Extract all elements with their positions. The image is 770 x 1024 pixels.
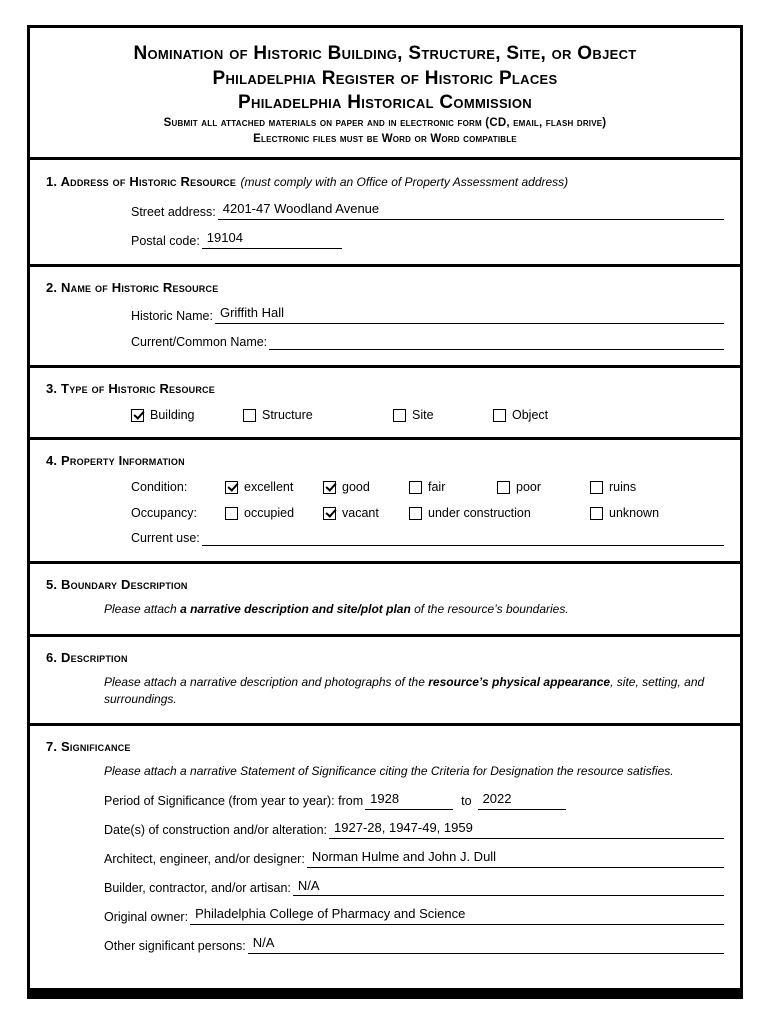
significance-instruction: Please attach a narrative Statement of Significance citing the Criteria for Designation the resource satisfies. — [104, 764, 674, 779]
checkbox-icon[interactable] — [323, 481, 336, 494]
checkbox-item-object[interactable] — [493, 408, 548, 422]
section-address — [30, 160, 740, 264]
checkbox-icon[interactable] — [497, 481, 510, 494]
original-owner-input[interactable]: Philadelphia College of Pharmacy and Science — [190, 906, 724, 925]
current-use-input[interactable] — [202, 530, 724, 546]
occupancy-label: Occupancy: — [131, 506, 198, 521]
street-address-row — [131, 201, 724, 220]
historic-name-input[interactable]: Griffith Hall — [215, 305, 724, 324]
checkbox-item-under-construction[interactable] — [409, 506, 590, 520]
description-instruction-bold: resource’s physical appearance — [428, 674, 611, 689]
section-significance — [30, 726, 740, 988]
architect-input[interactable]: Norman Hulme and John J. Dull — [307, 849, 724, 868]
builder-label: Builder, contractor, and/or artisan: — [104, 881, 291, 896]
section-type-heading: 3. Type of Historic Resource — [46, 381, 215, 397]
section-type — [30, 368, 740, 437]
other-persons-label: Other significant persons: — [104, 938, 246, 953]
checkbox-icon[interactable] — [323, 507, 336, 520]
description-instruction-post: , site, setting, and surroundings. — [104, 674, 705, 707]
checkbox-icon[interactable] — [493, 409, 506, 422]
checkbox-label: vacant — [342, 506, 379, 521]
postal-code-input[interactable]: 19104 — [202, 230, 342, 249]
architect-label: Architect, engineer, and/or designer: — [104, 852, 305, 867]
checkbox-item-fair[interactable] — [409, 480, 497, 494]
builder-row — [104, 878, 724, 897]
checkbox-icon[interactable] — [131, 409, 144, 422]
boundary-instruction-bold: a narrative description and site/plot plan — [180, 602, 411, 617]
architect-row — [104, 849, 724, 868]
period-of-significance-row — [104, 791, 724, 810]
section-property — [30, 440, 740, 561]
checkbox-item-poor[interactable] — [497, 480, 590, 494]
common-name-row — [131, 334, 724, 350]
checkbox-label: ruins — [609, 480, 637, 495]
other-persons-row — [104, 935, 724, 954]
historic-name-label: Historic Name: — [131, 308, 213, 323]
checkbox-label: Object — [512, 408, 549, 423]
common-name-label: Current/Common Name: — [131, 334, 268, 349]
section-boundary — [30, 564, 740, 633]
checkbox-item-ruins[interactable] — [590, 480, 636, 494]
description-instruction-pre: Please attach a narrative description and photographs of the — [104, 674, 429, 689]
construction-dates-label: Date(s) of construction and/or alteration: — [104, 823, 328, 838]
form-header — [30, 28, 740, 157]
type-options-row — [131, 408, 724, 422]
checkbox-label: under construction — [428, 506, 531, 521]
construction-dates-input[interactable]: 1927-28, 1947-49, 1959 — [329, 820, 724, 839]
checkbox-item-structure[interactable] — [243, 408, 393, 422]
checkbox-label: unknown — [609, 506, 660, 521]
checkbox-label: fair — [428, 480, 446, 495]
section-name — [30, 267, 740, 365]
common-name-input[interactable] — [269, 334, 724, 350]
checkbox-label: Site — [412, 408, 434, 423]
checkbox-item-good[interactable] — [323, 480, 409, 494]
checkbox-label: occupied — [244, 506, 295, 521]
checkbox-label: good — [342, 480, 370, 495]
postal-code-label: Postal code: — [131, 233, 200, 248]
checkbox-icon[interactable] — [225, 507, 238, 520]
description-instruction — [104, 674, 708, 709]
checkbox-label: Structure — [262, 408, 313, 423]
boundary-instruction-pre: Please attach — [104, 602, 181, 617]
other-persons-input[interactable]: N/A — [248, 935, 724, 954]
street-address-input[interactable]: 4201-47 Woodland Avenue — [218, 201, 724, 220]
form-border-box — [27, 25, 743, 999]
builder-input[interactable]: N/A — [293, 878, 724, 897]
period-to-input[interactable]: 2022 — [478, 791, 566, 810]
postal-code-row — [131, 230, 724, 249]
section-name-heading: 2. Name of Historic Resource — [46, 279, 219, 295]
checkbox-item-excellent[interactable] — [225, 480, 323, 494]
section-address-heading-note: (must comply with an Office of Property Assessment address) — [240, 175, 569, 190]
street-address-label: Street address: — [131, 204, 216, 219]
checkbox-item-unknown[interactable] — [590, 506, 659, 520]
original-owner-label: Original owner: — [104, 910, 189, 925]
current-use-row — [131, 530, 724, 546]
checkbox-item-occupied[interactable] — [225, 506, 323, 520]
checkbox-item-building[interactable] — [131, 408, 243, 422]
condition-label: Condition: — [131, 480, 188, 495]
boundary-instruction — [104, 601, 708, 618]
section-boundary-heading: 5. Boundary Description — [46, 577, 188, 593]
checkbox-label: Building — [150, 408, 195, 423]
checkbox-icon[interactable] — [409, 507, 422, 520]
section-property-heading: 4. Property Information — [46, 453, 185, 469]
boundary-instruction-post: of the resource’s boundaries. — [410, 602, 569, 617]
form-title-line2: Philadelphia Register of Historic Places — [212, 67, 558, 89]
checkbox-item-site[interactable] — [393, 408, 493, 422]
current-use-label: Current use: — [131, 531, 200, 546]
period-label: Period of Significance (from year to year): from — [104, 794, 364, 809]
occupancy-row — [131, 506, 724, 520]
checkbox-icon[interactable] — [409, 481, 422, 494]
checkbox-item-vacant[interactable] — [323, 506, 409, 520]
section-significance-heading: 7. Significance — [46, 739, 131, 755]
period-to-label: to — [461, 794, 472, 809]
original-owner-row — [104, 906, 724, 925]
checkbox-icon[interactable] — [393, 409, 406, 422]
checkbox-label: excellent — [244, 480, 294, 495]
section-address-heading-row — [46, 173, 724, 191]
checkbox-icon[interactable] — [243, 409, 256, 422]
section-address-heading: 1. Address of Historic Resource — [46, 174, 237, 190]
checkbox-icon[interactable] — [590, 481, 603, 494]
section-description — [30, 637, 740, 724]
historic-name-row — [131, 305, 724, 324]
section-description-heading: 6. Description — [46, 649, 128, 665]
checkbox-label: poor — [516, 480, 542, 495]
submission-note-line1: Submit all attached materials on paper and in electronic form (CD, email, flash drive) — [163, 117, 607, 130]
form-title-line3: Philadelphia Historical Commission — [238, 92, 532, 114]
checkbox-icon[interactable] — [590, 507, 603, 520]
submission-note-line2: Electronic files must be Word or Word compatible — [253, 132, 517, 145]
checkbox-icon[interactable] — [225, 481, 238, 494]
period-from-input[interactable]: 1928 — [365, 791, 453, 810]
construction-dates-row — [104, 820, 724, 839]
condition-row — [131, 480, 724, 494]
form-title-line1: Nomination of Historic Building, Structure, Site, or Object — [133, 43, 637, 64]
